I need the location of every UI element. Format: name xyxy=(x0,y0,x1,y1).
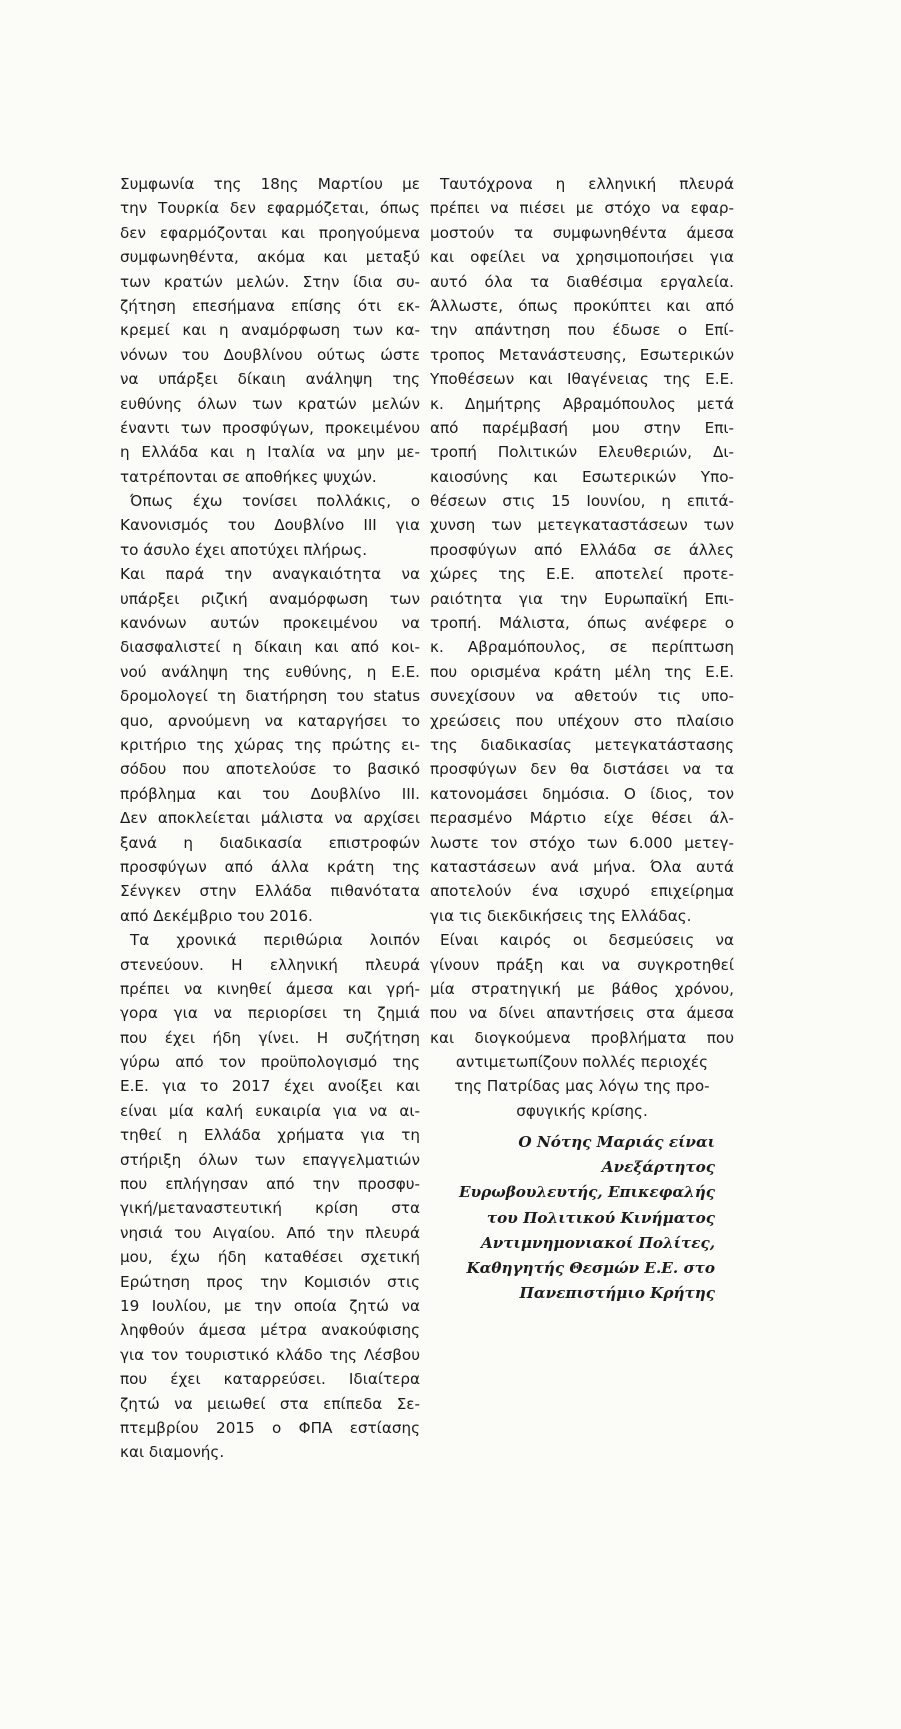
article-line: Κανονισμός του Δουβλίνο ΙΙΙ για xyxy=(120,516,420,535)
article-line: μοστούν τα συμφωνηθέντα άμεσα xyxy=(430,223,734,242)
article-line: και διαμονής. xyxy=(120,1443,225,1462)
article-line: δεν εφαρμόζονται και προηγούμενα xyxy=(120,223,420,242)
article-line: των κρατών μελών. Στην ίδια συ- xyxy=(120,272,420,291)
article-line: δρομολογεί τη διατήρηση του status xyxy=(120,687,420,706)
article-line: καταστάσεων ανά μήνα. Όλα αυτά xyxy=(430,857,734,876)
article-line: το άσυλο έχει αποτύχει πλήρως. xyxy=(120,540,368,559)
article-line: ζήτηση επεσήμανα επίσης ότι εκ- xyxy=(120,296,420,315)
article-line: Δεν αποκλείεται μάλιστα να αρχίσει xyxy=(120,809,420,828)
byline-line: Καθηγητής Θεσμών Ε.Ε. στο xyxy=(466,1258,715,1277)
article-line: ξανά η διαδικασία επιστροφών xyxy=(120,833,420,852)
article-line: στενεύουν. Η ελληνική πλευρά xyxy=(120,955,420,974)
article-line: σόδου που αποτελούσε το βασικό xyxy=(120,760,420,779)
article-line: χρεώσεις που υπέχουν στο πλαίσιο xyxy=(430,711,734,730)
article-line: χώρες της Ε.Ε. αποτελεί προτε- xyxy=(430,565,734,584)
article-line: για τις διεκδικήσεις της Ελλάδας. xyxy=(430,906,692,925)
article-line: τροπή Πολιτικών Ελευθεριών, Δι- xyxy=(430,443,734,462)
article-line: είναι μία καλή ευκαιρία για να αι- xyxy=(120,1101,420,1120)
article-line: χυνση των μετεγκαταστάσεων των xyxy=(430,516,734,535)
byline-line: Αντιμνημονιακοί Πολίτες, xyxy=(480,1233,715,1252)
article-line: Ερώτηση προς την Κομισιόν στις xyxy=(120,1272,420,1291)
article-line: περασμένο Μάρτιο είχε θέσει άλ- xyxy=(430,809,734,828)
article-line: Όπως έχω τονίσει πολλάκις, ο xyxy=(130,492,420,511)
article-line: Και παρά την αναγκαιότητα να xyxy=(120,565,420,584)
article-line: τροπος Μετανάστευσης, Εσωτερικών xyxy=(430,345,734,364)
article-line: για τον τουριστικό κλάδο της Λέσβου xyxy=(120,1345,420,1364)
article-line: προσφύγων από Ελλάδα σε άλλες xyxy=(430,540,734,559)
article-line: τηθεί η Ελλάδα χρήματα για τη xyxy=(120,1126,420,1145)
byline-line: του Πολιτικού Κινήματος xyxy=(486,1208,715,1227)
article-line: κ. Δημήτρης Αβραμόπουλος μετά xyxy=(430,394,734,413)
article-line: που ορισμένα κράτη μέλη της Ε.Ε. xyxy=(430,662,734,681)
article-line: συμφωνηθέντα, ακόμα και μεταξύ xyxy=(120,248,420,267)
article-line: να υπάρξει δίκαιη ανάληψη της xyxy=(120,370,420,389)
article-line: νόνων του Δουβλίνου ούτως ώστε xyxy=(120,345,420,364)
article-line: Ε.Ε. για το 2017 έχει ανοίξει και xyxy=(120,1077,420,1096)
article-line: προσφύγων από άλλα κράτη της xyxy=(120,857,420,876)
article-line: quo, αρνούμενη να καταργήσει το xyxy=(120,711,420,730)
article-line: κανόνων αυτών προκειμένου να xyxy=(120,614,420,633)
article-line: την Τουρκία δεν εφαρμόζεται, όπως xyxy=(120,199,420,218)
article-line: αντιμετωπίζουν πολλές περιοχές xyxy=(455,1053,709,1072)
article-line: νού ανάληψη της ευθύνης, η Ε.Ε. xyxy=(120,662,420,681)
article-line: κατονομάσει δημόσια. Ο ίδιος, τον xyxy=(430,784,734,803)
article-line: που επλήγησαν από την προσφυ- xyxy=(120,1175,420,1194)
article-line: ληφθούν άμεσα μέτρα ανακούφισης xyxy=(120,1321,420,1340)
article-line: και διογκούμενα προβλήματα που xyxy=(430,1028,734,1047)
article-right-column xyxy=(430,172,734,1123)
article-line: αυτό όλα τα διαθέσιμα εργαλεία. xyxy=(430,272,734,291)
article-line: καιοσύνης και Εσωτερικών Υπο- xyxy=(430,467,734,486)
article-line: Σένγκεν στην Ελλάδα πιθανότατα xyxy=(120,882,420,901)
article-line: πτεμβρίου 2015 ο ΦΠΑ εστίασης xyxy=(120,1418,420,1437)
article-line: Άλλωστε, όπως προκύπτει και από xyxy=(430,296,734,315)
article-line: από παρέμβασή μου στην Επι- xyxy=(430,418,734,437)
article-line: πρέπει να κινηθεί άμεσα και γρή- xyxy=(120,979,420,998)
article-line: γίνουν πράξη και να συγκροτηθεί xyxy=(430,955,734,974)
byline-line: Ευρωβουλευτής, Επικεφαλής xyxy=(459,1183,715,1202)
article-line: μία στρατηγική με βάθος χρόνου, xyxy=(430,979,734,998)
byline-line: Ανεξάρτητος xyxy=(601,1158,715,1177)
article-line: θέσεων στις 15 Ιουνίου, η επιτά- xyxy=(430,492,734,511)
article-line: σφυγικής κρίσης. xyxy=(516,1101,648,1120)
article-line: συνεχίσουν να αθετούν τις υπο- xyxy=(430,687,734,706)
article-line: κ. Αβραμόπουλος, σε περίπτωση xyxy=(430,638,734,657)
article-line: που έχει ήδη γίνει. Η συζήτηση xyxy=(120,1028,420,1047)
article-line: ραιότητα για την Ευρωπαϊκή Επι- xyxy=(430,589,734,608)
article-line: Είναι καιρός οι δεσμεύσεις να xyxy=(440,931,734,950)
article-line: νησιά του Αιγαίου. Από την πλευρά xyxy=(120,1223,420,1242)
article-line: τατρέπονται σε αποθήκες ψυχών. xyxy=(120,467,377,486)
article-line: που να δίνει απαντήσεις στα άμεσα xyxy=(430,1004,734,1023)
article-line: στήριξη όλων των επαγγελματιών xyxy=(120,1150,420,1169)
byline-line: Πανεπιστήμιο Κρήτης xyxy=(519,1284,715,1303)
article-line: αποτελούν ένα ισχυρό επιχείρημα xyxy=(430,882,734,901)
article-line: την απάντηση που έδωσε ο Επί- xyxy=(430,321,734,340)
article-line: η Ελλάδα και η Ιταλία να μην με- xyxy=(120,443,420,462)
article-line: τροπή. Μάλιστα, όπως ανέφερε ο xyxy=(430,614,734,633)
article-line: υπάρξει ριζική αναμόρφωση των xyxy=(120,589,420,608)
article-line: ευθύνης όλων των κρατών μελών xyxy=(120,394,420,413)
article-line: γική/μεταναστευτική κρίση στα xyxy=(120,1199,420,1218)
article-line: 19 Ιουλίου, με την οποία ζητώ να xyxy=(120,1296,420,1315)
article-line: και οφείλει να χρησιμοποιήσει για xyxy=(430,248,734,267)
article-line: Τα χρονικά περιθώρια λοιπόν xyxy=(130,931,420,950)
article-line: από Δεκέμβριο του 2016. xyxy=(120,906,313,925)
article-line: της Πατρίδας μας λόγω της προ- xyxy=(454,1077,710,1096)
article-line: έναντι των προσφύγων, προκειμένου xyxy=(120,418,420,437)
article-line: κρεμεί και η αναμόρφωση των κα- xyxy=(120,321,420,340)
article-line: Ταυτόχρονα η ελληνική πλευρά xyxy=(440,175,734,193)
article-line: κριτήριο της χώρας της πρώτης ει- xyxy=(120,735,420,754)
article-line: γορα για να περιορίσει τη ζημιά xyxy=(120,1004,420,1023)
article-line: λωστε τον στόχο των 6.000 μετεγ- xyxy=(430,833,734,852)
article-line: πρόβλημα και του Δουβλίνο ΙΙΙ. xyxy=(120,784,420,803)
byline-line: Ο Νότης Μαριάς είναι xyxy=(518,1133,715,1151)
article-line: προσφύγων δεν θα διστάσει να τα xyxy=(430,760,734,779)
article-line: Υποθέσεων και Ιθαγένειας της Ε.Ε. xyxy=(430,370,734,389)
article-line: μου, έχω ήδη καταθέσει σχετική xyxy=(120,1248,420,1267)
article-line: Συμφωνία της 18ης Μαρτίου με xyxy=(120,175,420,193)
article-line: της διαδικασίας μετεγκατάστασης xyxy=(430,735,734,754)
article-line: πρέπει να πιέσει με στόχο να εφαρ- xyxy=(430,199,734,218)
article-line: που έχει καταρρεύσει. Ιδιαίτερα xyxy=(120,1370,420,1389)
article-line: γύρω από τον προϋπολογισμό της xyxy=(120,1053,420,1072)
author-byline xyxy=(420,1130,715,1306)
article-line: ζητώ να μειωθεί στα επίπεδα Σε- xyxy=(120,1394,420,1413)
article-line: διασφαλιστεί η δίκαιη και από κοι- xyxy=(120,638,420,657)
article-left-column xyxy=(120,172,420,1465)
